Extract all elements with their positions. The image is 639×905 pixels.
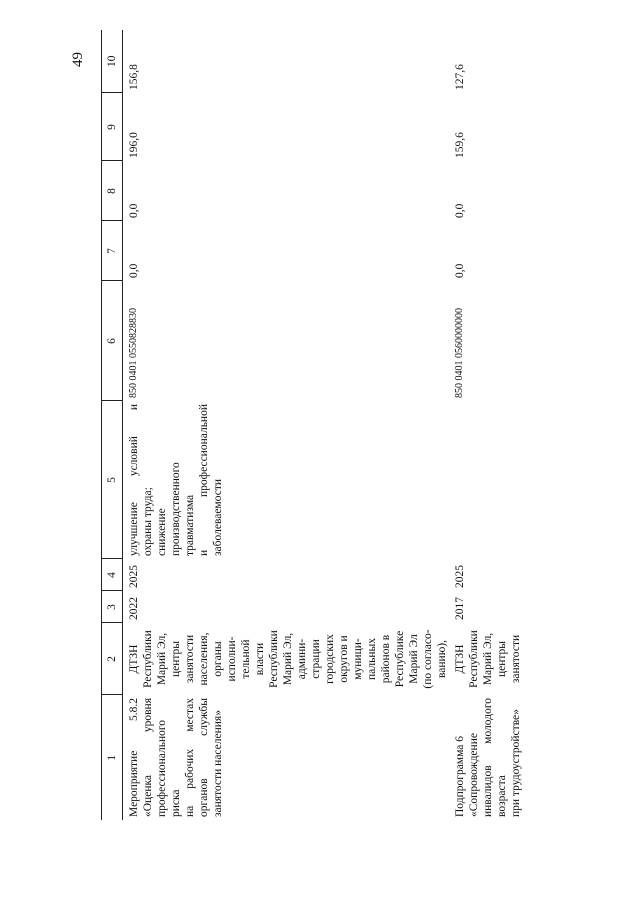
executor-cell	[449, 623, 613, 695]
page-number: 49	[70, 52, 86, 67]
budget-code-cell: 850 0401 0550828830	[128, 308, 139, 398]
text-line: центры	[496, 640, 508, 678]
text-line: профессионального риска	[156, 719, 182, 817]
header-cell: 5	[102, 401, 123, 559]
text-line: занятости	[184, 634, 196, 684]
text-line: Республики	[268, 630, 280, 688]
text-line: заболеваемости	[212, 478, 224, 556]
header-cell: 6	[102, 281, 123, 401]
text-line: занятости	[510, 634, 522, 684]
table-row	[449, 30, 613, 820]
text-line: (по согласо-	[422, 629, 434, 689]
header-cell: 9	[102, 93, 123, 161]
text-line: Подпрограмма 6	[454, 735, 466, 817]
value-cell: 0,0	[454, 203, 466, 218]
start-year-cell: 2022	[128, 597, 140, 620]
text-line: органы	[212, 641, 224, 677]
text-line: страции	[310, 639, 322, 679]
text-line: охраны труда;	[142, 487, 154, 556]
text-line: органов службы	[198, 698, 210, 817]
value-cell: 127,6	[454, 64, 466, 90]
end-year-cell: 2025	[454, 565, 466, 588]
text-line: районов в	[380, 634, 392, 684]
text-line: населения,	[198, 632, 210, 686]
header-cell: 4	[102, 559, 123, 591]
expected-result-cell	[123, 401, 450, 559]
column-number-row	[102, 30, 123, 820]
text-line: округов и	[338, 635, 350, 683]
text-line: власти	[254, 642, 266, 676]
text-line: Марий Эл,	[282, 632, 294, 686]
text-line: ДТЗН	[454, 644, 466, 674]
text-line: на рабочих местах	[184, 698, 196, 817]
text-line: муници-	[352, 638, 364, 680]
text-line: «Сопровождение	[468, 733, 480, 817]
text-line: инвалидов молодого	[482, 698, 494, 817]
budget-code-cell: 850 0401 0560000000	[454, 308, 465, 398]
value-cell: 0,0	[128, 263, 140, 278]
text-line: Марий Эл	[408, 634, 420, 684]
table-row	[123, 30, 450, 820]
text-line: производственного	[170, 462, 182, 556]
activity-name-cell	[449, 695, 613, 820]
text-line: центры	[170, 640, 182, 678]
text-line: снижение	[156, 508, 168, 556]
text-line: городских	[324, 634, 336, 684]
activity-name-cell	[123, 695, 450, 820]
text-line: травматизма	[184, 494, 196, 556]
executor-cell	[123, 623, 450, 695]
text-line: и профессиональной	[198, 404, 210, 556]
text-line: Республики	[142, 630, 154, 688]
text-line: тельной	[240, 639, 252, 679]
text-line: Марий Эл,	[482, 632, 494, 686]
text-line: Республики	[468, 630, 480, 688]
header-cell: 3	[102, 591, 123, 623]
value-cell: 0,0	[454, 263, 466, 278]
value-cell: 156,8	[128, 64, 140, 90]
text-line: «Оценка уровня	[142, 698, 154, 817]
text-line: занятости населения»	[212, 710, 224, 817]
text-line: возраста	[496, 775, 508, 817]
value-cell: 159,6	[454, 132, 466, 158]
text-line: ванию),	[436, 640, 448, 678]
text-line: ДТЗН	[128, 644, 140, 674]
expected-result-cell	[449, 401, 613, 559]
text-line: админи-	[296, 638, 308, 680]
header-cell: 10	[102, 30, 123, 93]
header-cell: 7	[102, 221, 123, 281]
text-line: Республике	[394, 630, 406, 688]
end-year-cell: 2025	[128, 565, 140, 588]
value-cell: 196,0	[128, 132, 140, 158]
text-line: Марий Эл,	[156, 632, 168, 686]
text-line: при трудоустройстве»	[510, 709, 522, 817]
value-cell: 0,0	[128, 203, 140, 218]
header-cell: 2	[102, 623, 123, 695]
text-line: Мероприятие 5.8.2	[128, 698, 140, 817]
start-year-cell: 2017	[454, 597, 466, 620]
header-cell: 8	[102, 161, 123, 221]
text-line: исполни-	[226, 636, 238, 682]
text-line: улучшение условий и	[128, 404, 140, 556]
program-table	[101, 30, 613, 820]
header-cell: 1	[102, 695, 123, 820]
text-line: пальных	[366, 638, 378, 680]
